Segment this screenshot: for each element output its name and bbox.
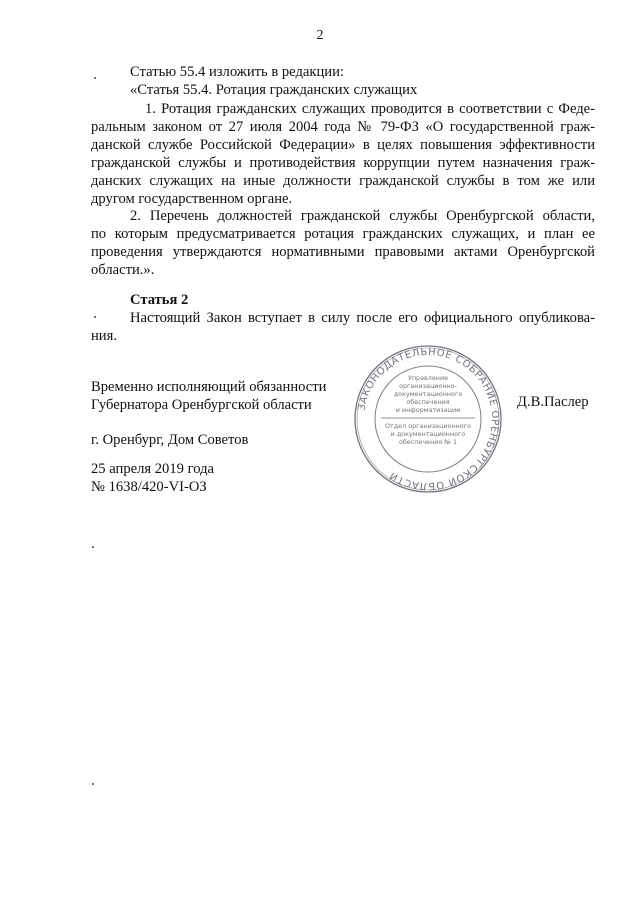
scan-speck xyxy=(92,783,94,785)
paragraph-line: гражданской службы и противодействия коррупции путем назначения граж- xyxy=(91,155,595,171)
article-2-heading: Статья 2 xyxy=(130,292,189,308)
seal-inner-text: Отдел организационного xyxy=(384,422,472,430)
signatory-name: Д.В.Паслер xyxy=(517,394,589,410)
scan-speck xyxy=(94,77,96,79)
paragraph-line: другом государственном органе. xyxy=(91,191,293,207)
intro-text: Статью 55.4 изложить в редакции: xyxy=(130,64,344,80)
seal-inner-text: организационно- xyxy=(399,382,457,390)
paragraph-line: 2. Перечень должностей гражданской службы Оренбургской области, xyxy=(130,208,595,224)
scan-speck xyxy=(94,316,96,318)
seal-inner-text: документационного xyxy=(393,390,463,398)
paragraph-line: данской службе Российской Федерации» в целях повышения эффективности xyxy=(91,137,595,153)
paragraph-line: ральным законом от 27 июля 2004 года № 79-ФЗ «О государственной граж- xyxy=(91,119,595,135)
place-of-signing: г. Оренбург, Дом Советов xyxy=(91,432,249,448)
scan-speck xyxy=(92,546,94,548)
article-2-text-line: ния. xyxy=(91,328,117,344)
signing-date: 25 апреля 2019 года xyxy=(91,461,214,477)
article-2-text-line: Настоящий Закон вступает в силу после его официального опубликова- xyxy=(130,310,595,326)
seal-inner-text: и документационного xyxy=(390,430,466,438)
paragraph-line: данских служащих на иные должности гражданской службы в том же или xyxy=(91,173,595,189)
paragraph-line: области.». xyxy=(91,262,155,278)
seal-inner-text: обеспечения xyxy=(406,398,450,406)
signatory-position-line-2: Губернатора Оренбургской области xyxy=(91,397,312,413)
paragraph-line: 1. Ротация гражданских служащих проводится в соответствии с Феде- xyxy=(145,101,595,117)
law-number: № 1638/420-VI-ОЗ xyxy=(91,479,207,495)
signatory-position-line-1: Временно исполняющий обязанности xyxy=(91,379,327,395)
article-55-4-title: «Статья 55.4. Ротация гражданских служащих xyxy=(130,82,418,98)
paragraph-line: по которым предусматривается ротация гражданских служащих, и план ее xyxy=(91,226,595,242)
page-number: 2 xyxy=(316,28,324,43)
seal-ring-text: ЗАКОНОДАТЕЛЬНОЕ СОБРАНИЕ ОРЕНБУРГСКОЙ ОБЛАСТИ xyxy=(356,346,501,492)
seal-inner-text: Управление xyxy=(407,374,449,382)
seal-inner-text: и информатизации xyxy=(395,406,461,414)
paragraph-line: проведения утверждаются нормативными правовыми актами Оренбургской xyxy=(91,244,595,260)
seal-inner-text: обеспечения № 1 xyxy=(398,438,458,446)
official-seal-stamp xyxy=(353,344,503,494)
